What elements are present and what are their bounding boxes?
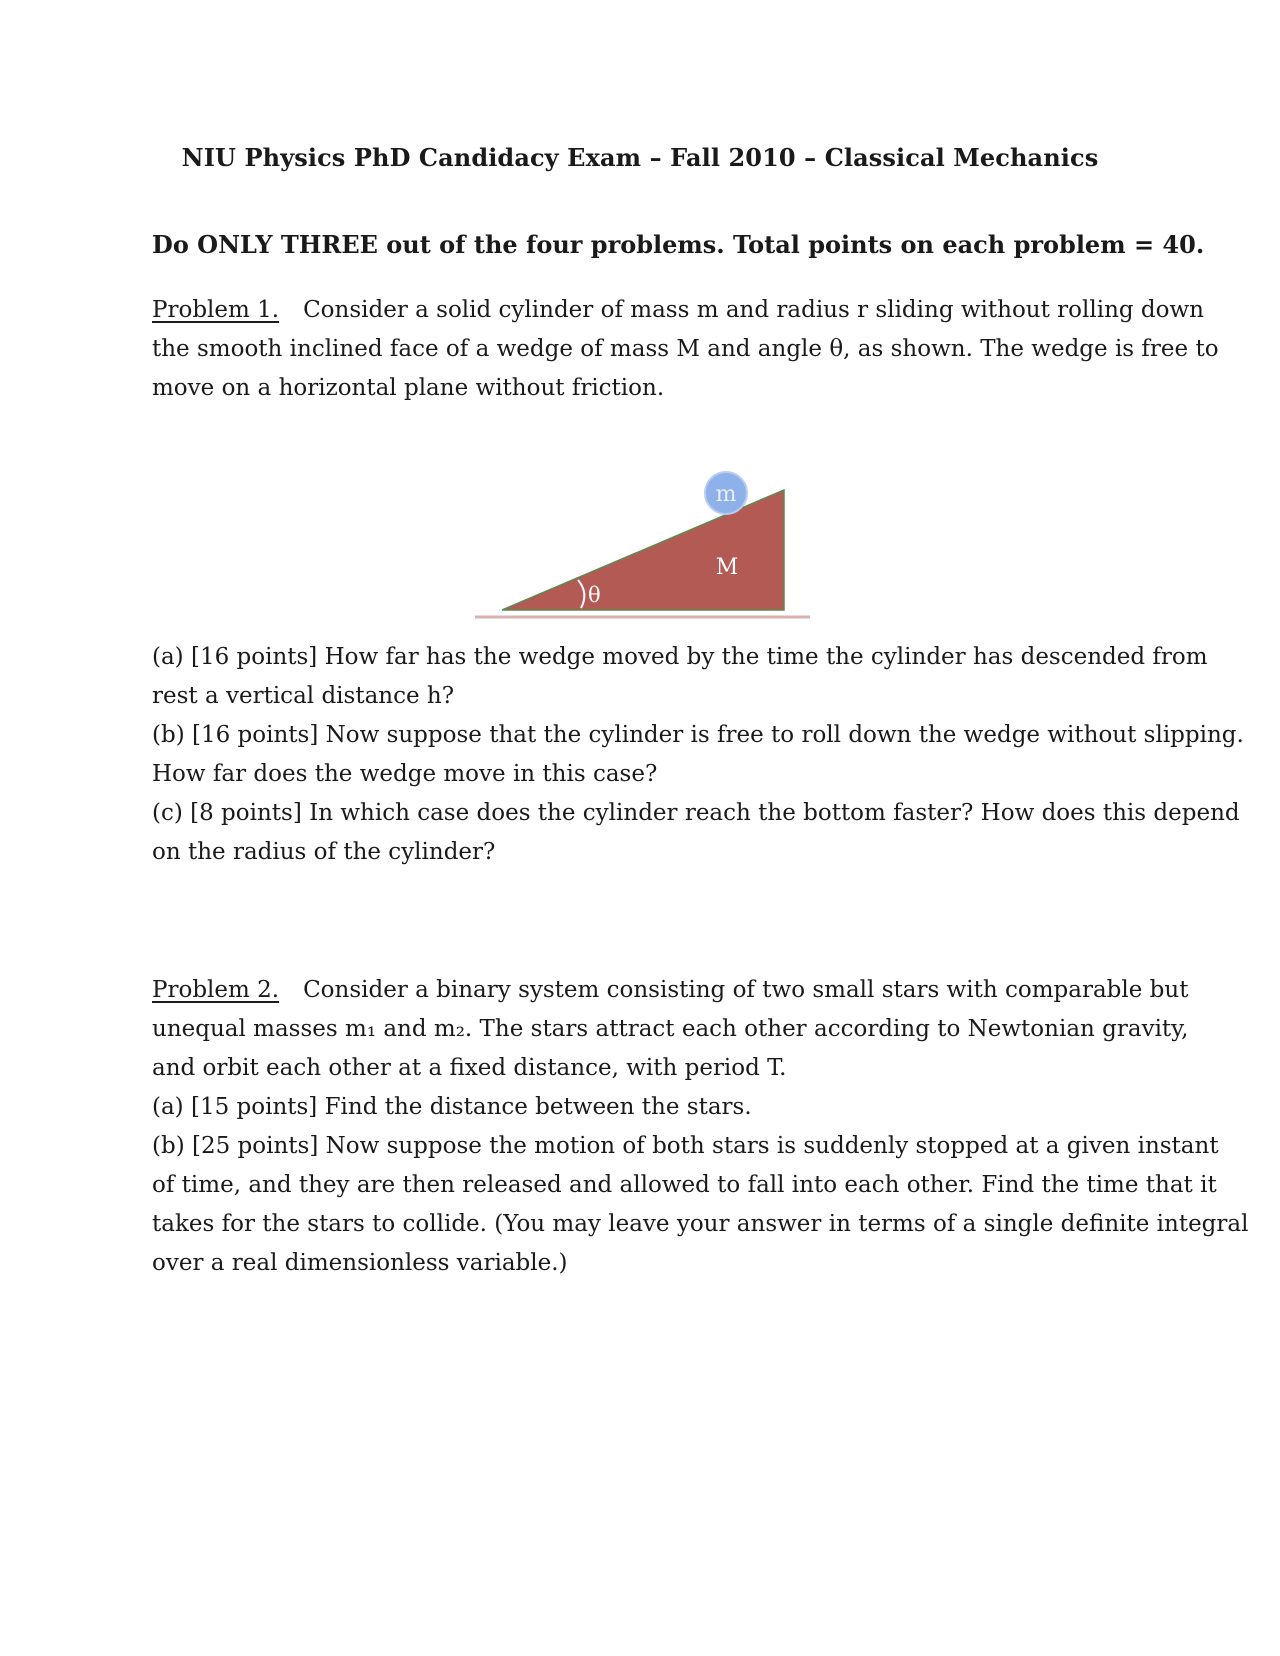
problem-2b-line-3: takes for the stars to collide. (You may leave your answer in terms of a single definite integral (152, 1211, 1249, 1237)
problem-2-line-1: Problem 2. Consider a binary system consisting of two small stars with comparable but (152, 977, 1189, 1003)
problem-2-line-2: unequal masses m₁ and m₂. The stars attract each other according to Newtonian gravity, (152, 1016, 1189, 1042)
problem-2-line-3: and orbit each other at a fixed distance, with period T. (152, 1055, 787, 1081)
problem-1-line-2: the smooth inclined face of a wedge of mass M and angle θ, as shown. The wedge is free to (152, 336, 1219, 362)
page-title: NIU Physics PhD Candidacy Exam – Fall 2010 – Classical Mechanics (181, 143, 1099, 172)
problem-2-heading: Problem 2. (152, 977, 280, 1003)
problem-2-statement (152, 971, 1249, 1283)
problem-1b-line-1: (b) [16 points] Now suppose that the cylinder is free to roll down the wedge without slipping. (152, 722, 1244, 748)
problem-1-line-1: Problem 1. Consider a solid cylinder of mass m and radius r sliding without rolling down (152, 297, 1204, 323)
wedge-figure (470, 460, 830, 620)
problem-1a-line-1: (a) [16 points] How far has the wedge moved by the time the cylinder has descended from (152, 644, 1208, 670)
problem-1-parts (152, 638, 1244, 872)
wedge-label: M (715, 555, 739, 580)
angle-label: θ (588, 583, 601, 607)
problem-1-line-3: move on a horizontal plane without friction. (152, 375, 665, 401)
problem-1c-line-2: on the radius of the cylinder? (152, 839, 496, 865)
problem-2a-line-1: (a) [15 points] Find the distance between the stars. (152, 1094, 752, 1120)
problem-1b-line-2: How far does the wedge move in this case? (152, 761, 658, 787)
instructions: Do ONLY THREE out of the four problems. Total points on each problem = 40. (152, 230, 1205, 259)
problem-1-statement (152, 291, 1219, 408)
problem-1a-line-2: rest a vertical distance h? (152, 683, 455, 709)
problem-2b-line-1: (b) [25 points] Now suppose the motion of both stars is suddenly stopped at a given instant (152, 1133, 1219, 1159)
cylinder-label: m (715, 482, 737, 507)
problem-1-heading: Problem 1. (152, 297, 280, 323)
problem-2b-line-4: over a real dimensionless variable.) (152, 1250, 568, 1276)
problem-1c-line-1: (c) [8 points] In which case does the cylinder reach the bottom faster? How does this depend (152, 800, 1240, 826)
problem-2b-line-2: of time, and they are then released and allowed to fall into each other. Find the time that it (152, 1172, 1217, 1198)
